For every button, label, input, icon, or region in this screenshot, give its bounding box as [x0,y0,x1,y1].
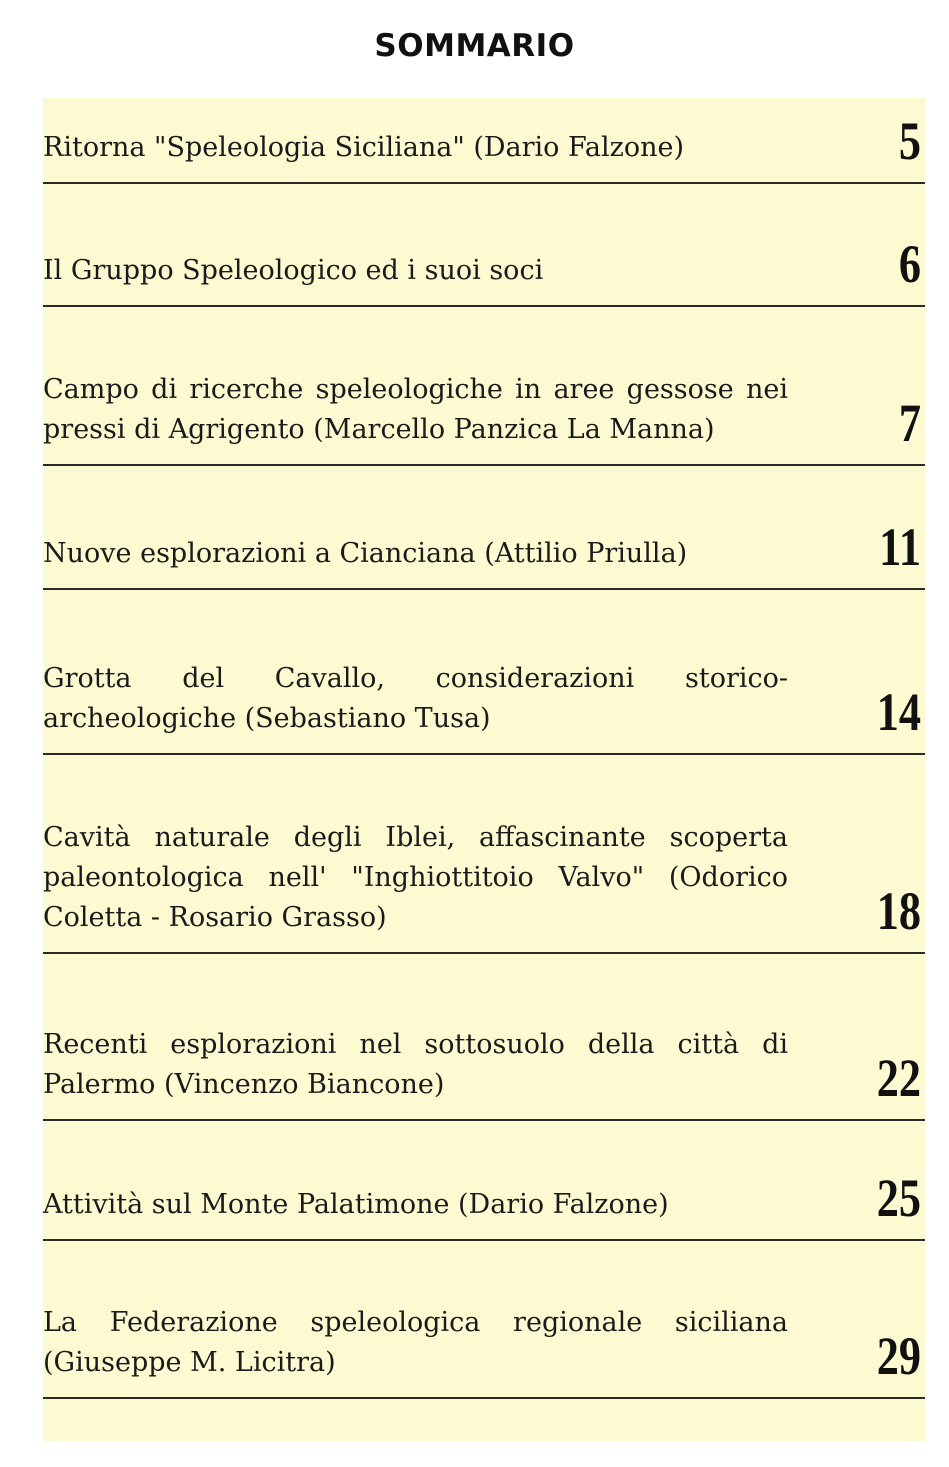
page-title: SOMMARIO [374,28,575,64]
toc-entry-page: 7 [898,393,921,453]
toc-entry-title: Ritorna "Speleologia Siciliana" (Dario Falzone) [43,132,684,163]
toc-entry[interactable] [43,755,925,954]
toc-entry-title: Grotta del Cavallo, considerazioni storico-archeologiche (Sebastiano Tusa) [43,663,788,734]
toc-entry[interactable] [43,184,925,307]
toc-entry-title: Cavità naturale degli Iblei, affascinante scoperta paleontologica nell' "Inghiottitoio Valvo" (Odorico Coletta - Rosario Grasso) [43,822,788,933]
toc-entry-title: La Federazione speleologica regionale siciliana (Giuseppe M. Licitra) [43,1307,788,1378]
toc-entry-page: 14 [876,682,921,742]
toc-entry-page: 22 [876,1048,921,1108]
toc-entry-page: 25 [876,1168,921,1228]
toc-entry[interactable] [43,98,925,184]
toc-entry-page: 18 [876,881,921,941]
toc-entry-title: Nuove esplorazioni a Cianciana (Attilio Priulla) [43,538,688,569]
toc-entry-page: 29 [876,1326,921,1386]
toc-entry-page: 5 [898,111,921,171]
toc-entry-page: 11 [879,517,921,577]
toc-entry[interactable] [43,466,925,590]
toc-entry[interactable] [43,1121,925,1241]
toc-entry-page: 6 [898,234,921,294]
toc-entry[interactable] [43,590,925,755]
table-of-contents [43,98,925,1441]
toc-entry-title: Il Gruppo Speleologico ed i suoi soci [43,255,544,286]
toc-entry[interactable] [43,954,925,1121]
toc-entry[interactable] [43,307,925,466]
toc-entry-title: Campo di ricerche speleologiche in aree gessose nei pressi di Agrigento (Marcello Panzica La Manna) [43,374,788,445]
toc-entry[interactable] [43,1241,925,1399]
toc-entry-title: Attività sul Monte Palatimone (Dario Falzone) [43,1189,669,1220]
toc-entry-title: Recenti esplorazioni nel sottosuolo della città di Palermo (Vincenzo Biancone) [43,1029,788,1100]
